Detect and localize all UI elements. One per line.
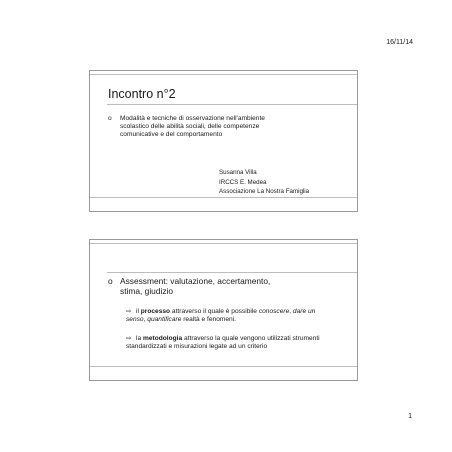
text-fragment: il <box>136 308 141 315</box>
text-fragment: la <box>136 335 143 342</box>
bullet-line: Modalità e tecniche di osservazione nell'ambiente <box>120 115 265 122</box>
slide-rule-top <box>90 74 357 75</box>
italic-term: conoscere <box>258 308 290 315</box>
slide-1 <box>89 70 358 212</box>
author-association: Associazione La Nostra Famiglia <box>219 188 310 195</box>
bullet-line: stima, giudizio <box>120 286 174 296</box>
text-fragment: attraverso la quale vengono utilizzati strumenti standardizzati e misurazioni legate ad un criterio <box>126 335 320 350</box>
bullet-item <box>108 276 340 296</box>
page-number: 1 <box>408 413 412 420</box>
bullet-line: Assessment: valutazione, accertamento, <box>120 276 271 286</box>
bullet-line: comunicative e del comportamento <box>120 131 223 138</box>
text-fragment: , <box>143 316 148 323</box>
slide-2 <box>89 239 358 381</box>
slide-rule-bottom <box>90 197 357 198</box>
bold-term: metodologia <box>142 335 183 342</box>
bullet-text <box>120 276 340 296</box>
arrow-right-icon: ⇨ <box>126 308 132 315</box>
bullet-item <box>108 115 345 139</box>
header-date: 16/11/14 <box>386 39 413 46</box>
italic-term: quantificare <box>147 316 182 323</box>
bullet-marker: o <box>108 115 112 122</box>
bold-term: processo <box>140 308 171 315</box>
arrow-right-icon: ⇨ <box>126 335 132 342</box>
slide-rule-top <box>90 243 357 244</box>
bullet-text <box>120 115 345 139</box>
author-block <box>219 168 309 197</box>
text-fragment: realtà e fenomeni. <box>181 316 236 323</box>
slide-title-rule <box>107 104 357 105</box>
text-fragment: , <box>289 308 293 315</box>
bullet-line: scolastico delle abilità sociali, delle competenze <box>120 123 260 130</box>
slide-title: Incontro n°2 <box>108 87 176 101</box>
author-institution: IRCCS E. Medea <box>219 178 267 186</box>
slide-rule-bottom <box>90 366 357 367</box>
italic-term: dare un senso <box>126 308 316 323</box>
text-fragment: attraverso il quale è possibile <box>170 308 257 315</box>
sub-point-methodology <box>126 335 326 351</box>
author-name: Susanna Villa <box>219 169 257 176</box>
bullet-marker: o <box>108 276 113 286</box>
sub-point-process <box>126 308 326 324</box>
slide-title-rule <box>107 272 357 273</box>
